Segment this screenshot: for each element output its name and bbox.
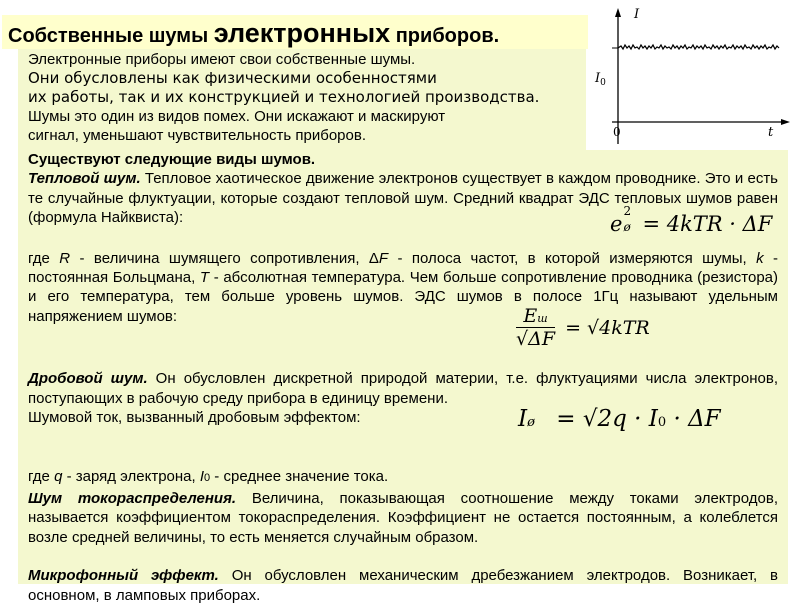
- microphone-effect-paragraph: Микрофонный эффект. Он обусловлен механическим дребезжанием электродов. Возникает, в основном, в ламповых приборах.: [28, 567, 779, 604]
- page-title: Собственные шумы электронных приборов.: [8, 18, 500, 48]
- noise-signal-line: [618, 45, 779, 49]
- thermal-noise-explanation: где R - величина шумящего сопротивления, ΔF - полоса частот, в которой измеряются шумы, k - постоянная Больцмана, T - абсолютная температура. Чем больше сопротивление проводника (резистора) и его температура, тем больше уровень шумов. ЭДС шумов в полосе 1Гц называют удельным напряжением шумов:: [28, 249, 778, 325]
- shot-noise-formula: Iø = √2q · I0 · ΔF: [518, 406, 721, 432]
- thermal-noise-paragraph: Тепловой шум. Тепловое хаотическое движение электронов существует в каждом проводнике. Это и есть те случайные флуктуации, которые создают тепловой шум. Средний квадрат ЭДС тепловых шумов равен (формула Найквиста):: [28, 170, 778, 227]
- y-axis-label: I: [634, 7, 640, 22]
- intro-line: Электронные приборы имеют свои собственные шумы.: [28, 51, 416, 68]
- y-axis-arrow: [615, 8, 621, 17]
- shot-noise-line: Шумовой ток, вызванный дробовым эффектом:: [28, 409, 361, 427]
- x-axis-label: t: [768, 125, 774, 140]
- specific-noise-formula: Eш √ΔF = √4kTR: [516, 305, 650, 350]
- distribution-noise-paragraph: Шум токораспределения. Величина, показывающая соотношение между токами электродов, называется коэффициентом токораспределения. Коэффициент не остается постоянным, а колеблется возле средней величины, то есть меняется случайным образом.: [28, 489, 778, 546]
- x-axis-arrow: [781, 119, 790, 125]
- i0-label: $I_0$: [595, 71, 606, 88]
- shot-noise-paragraph: Дробовой шум. Он обусловлен дискретной природой материи, т.е. флуктуациями числа электронов, поступающих в рабочую среду прибора в единицу времени.: [28, 370, 778, 407]
- section-heading: Существуют следующие виды шумов.: [28, 151, 316, 168]
- noise-graph: [590, 2, 790, 150]
- intro-line: сигнал, уменьшают чувствительность приборов.: [28, 127, 367, 144]
- nyquist-formula: e 2 ø = 4kTR · ΔF: [610, 204, 773, 236]
- intro-text: [28, 50, 583, 145]
- intro-line: Шумы это один из видов помех. Они искажают и маскируют: [28, 108, 446, 125]
- intro-line: их работы, так и их конструкцией и технологией производства.: [28, 88, 540, 106]
- intro-line: Они обусловлены как физическими особенностями: [28, 69, 437, 87]
- origin-label: 0: [613, 125, 621, 139]
- shot-noise-explanation: где q - заряд электрона, I0 - среднее значение тока.: [28, 468, 389, 486]
